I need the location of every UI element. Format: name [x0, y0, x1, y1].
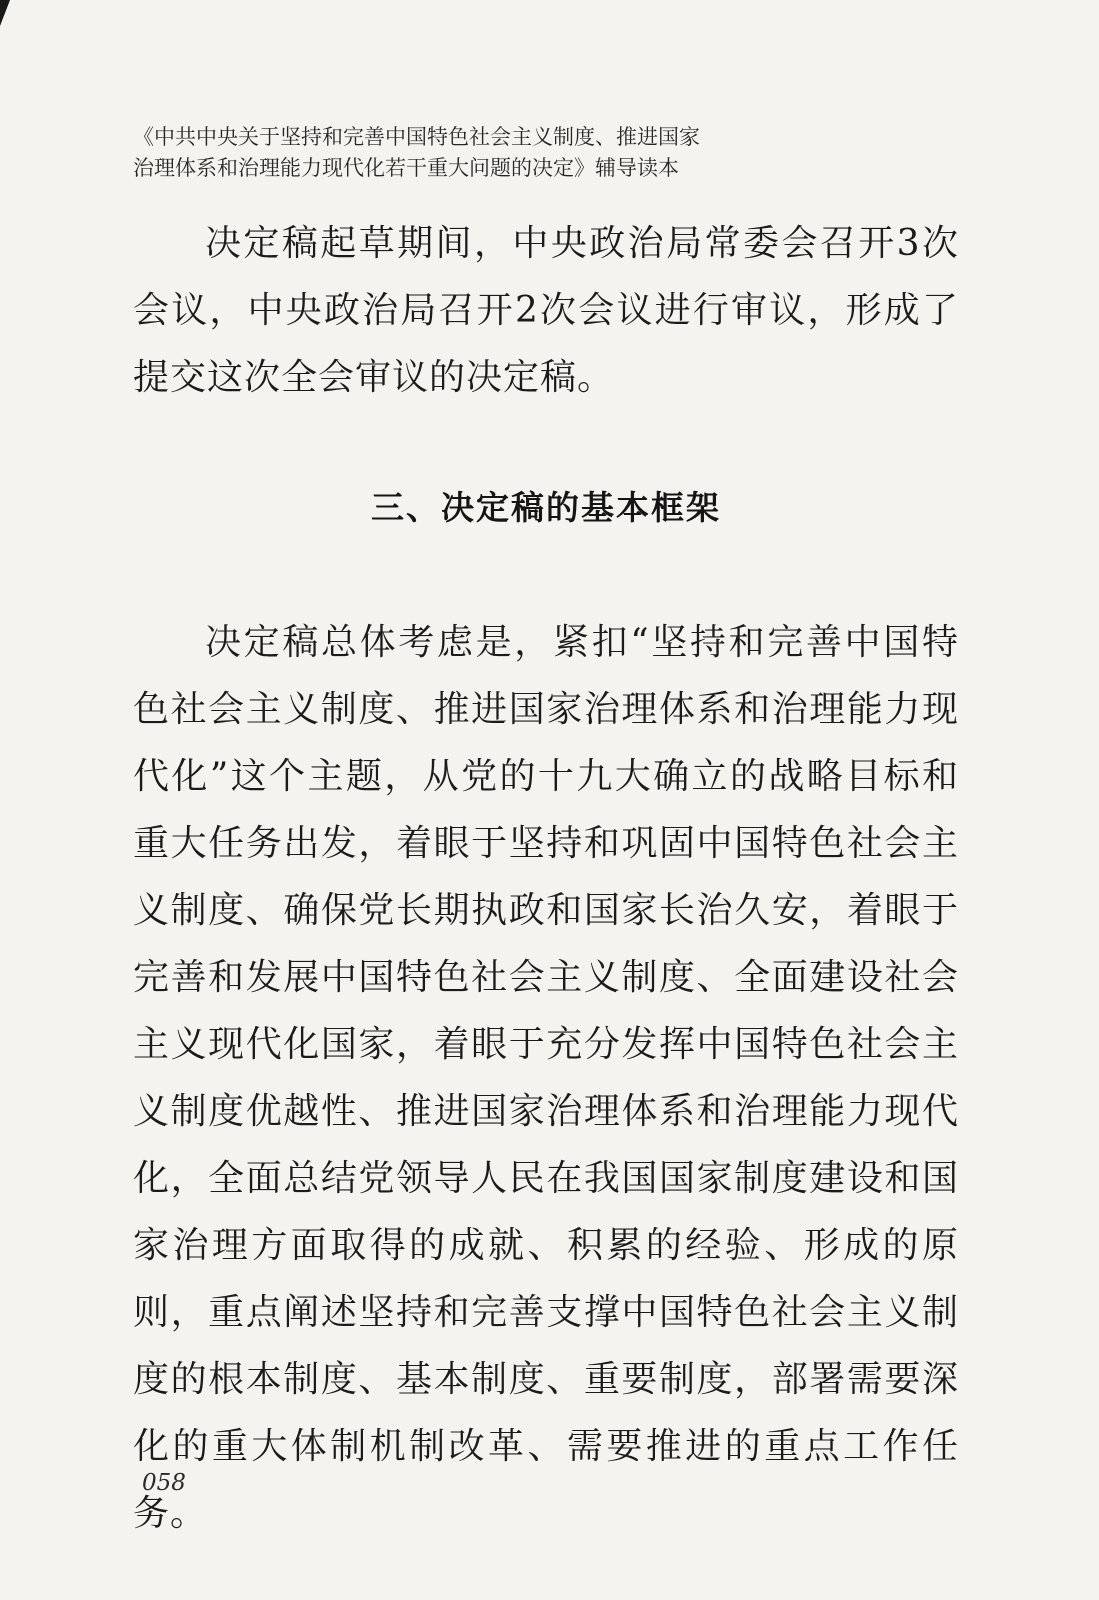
page-number: 058 — [142, 1470, 186, 1496]
scan-edge-shadow — [0, 0, 10, 26]
section-heading: 三、决定稿的基本框架 — [371, 488, 721, 527]
running-head-line-1: 《中共中央关于坚持和完善中国特色社会主义制度、推进国家 — [133, 125, 700, 149]
running-head — [133, 122, 973, 184]
body-paragraph-1: 决定稿起草期间，中央政治局常委会召开3次会议，中央政治局召开2次会议进行审议，形成了提交这次全会审议的决定稿。 — [133, 223, 959, 398]
body-paragraph-2: 决定稿总体考虑是，紧扣“坚持和完善中国特色社会主义制度、推进国家治理体系和治理能力现代化”这个主题，从党的十九大确立的战略目标和重大任务出发，着眼于坚持和巩固中国特色社会主义制度、确保党长期执政和国家长治久安，着眼于完善和发展中国特色社会主义制度、全面建设社会主义现代化国家，着眼于充分发挥中国特色社会主义制度优越性、推进国家治理体系和治理能力现代化，全面总结党领导人民在我国国家制度建设和国家治理方面取得的成就、积累的经验、形成的原则，重点阐述坚持和完善支撑中国特色社会主义制度的根本制度、基本制度、重要制度，部署需要深化的重大体制机制改革、需要推进的重点工作任务。 — [133, 622, 959, 1534]
running-head-line-2: 治理体系和治理能力现代化若干重大问题的决定》辅导读本 — [133, 156, 679, 180]
